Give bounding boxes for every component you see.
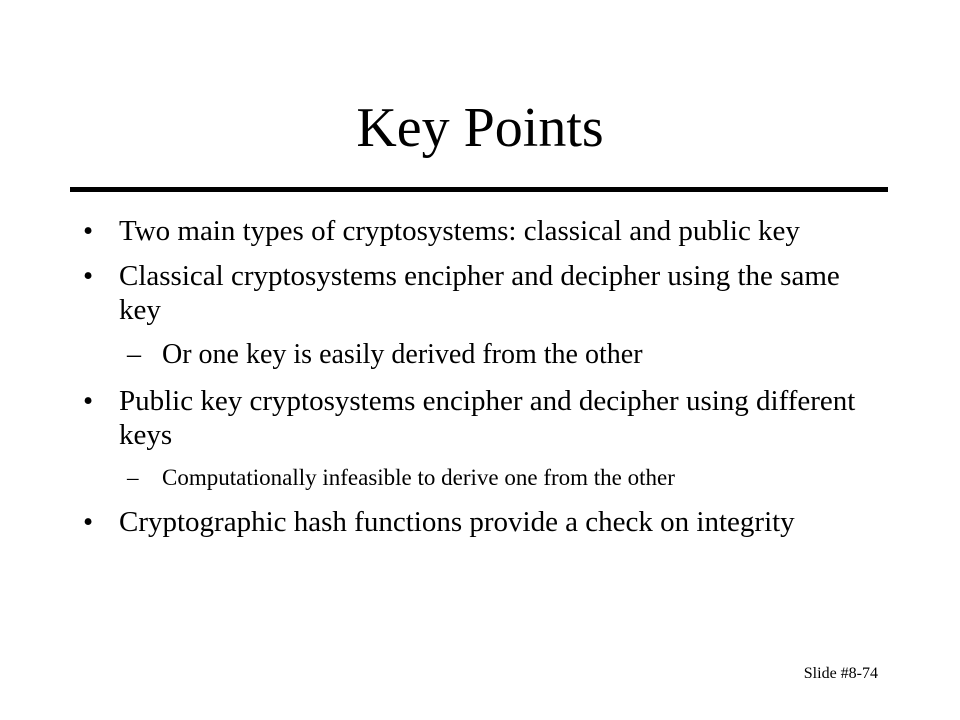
bullet-item [0, 384, 960, 452]
bullet-list [0, 214, 960, 550]
bullet-item [0, 214, 960, 248]
bullet-item [0, 259, 960, 327]
bullet-icon: • [83, 215, 94, 247]
bullet-text: Public key cryptosystems encipher and decipher using different keys [119, 385, 856, 451]
dash-icon: – [127, 465, 139, 490]
bullet-item [0, 505, 960, 539]
bullet-text: Cryptographic hash functions provide a check on integrity [119, 506, 795, 538]
slide-title: Key Points [356, 97, 604, 159]
bullet-text: Classical cryptosystems encipher and decipher using the same key [119, 260, 840, 326]
sub-bullet-item [0, 463, 960, 493]
dash-icon: – [127, 339, 141, 370]
bullet-icon: • [83, 260, 94, 292]
sub-bullet-text: Computationally infeasible to derive one from the other [162, 465, 675, 490]
sub-bullet-text: Or one key is easily derived from the other [162, 339, 643, 370]
bullet-text: Two main types of cryptosystems: classical and public key [119, 215, 800, 247]
slide-number: Slide #8-74 [803, 665, 878, 682]
sub-bullet-item [0, 338, 960, 372]
title-divider [70, 187, 888, 192]
bullet-icon: • [83, 385, 94, 417]
bullet-icon: • [83, 506, 94, 538]
